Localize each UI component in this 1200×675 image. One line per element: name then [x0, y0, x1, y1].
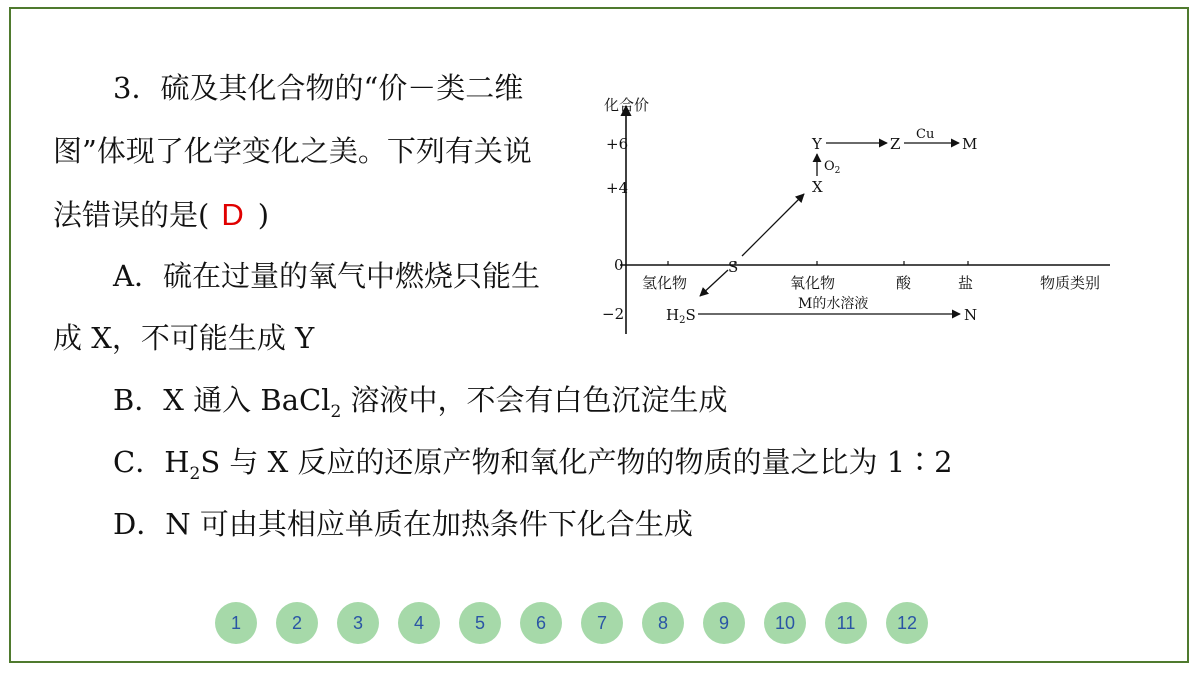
option-c-subscript: 2	[189, 463, 201, 484]
question-line-1	[113, 68, 523, 108]
species-x: X	[812, 178, 823, 196]
question-line-2: 图”体现了化学变化之美。下列有关说	[53, 134, 532, 168]
option-d: D．N 可由其相应单质在加热条件下化合生成	[113, 507, 693, 541]
page-button-4[interactable]: 4	[398, 602, 440, 644]
page-button-2[interactable]: 2	[276, 602, 318, 644]
label-m-solution: M的水溶液	[798, 296, 869, 312]
page-button-9[interactable]: 9	[703, 602, 745, 644]
page-button-1[interactable]: 1	[215, 602, 257, 644]
label-cu: Cu	[916, 127, 935, 142]
category-hydride: 氢化物	[642, 274, 688, 292]
species-z: Z	[890, 135, 901, 153]
y-tick-plus4: +4	[606, 179, 629, 197]
page-button-3[interactable]: 3	[337, 602, 379, 644]
option-b-subscript: 2	[330, 401, 342, 422]
page-button-5[interactable]: 5	[459, 602, 501, 644]
question-stem-3: 法错误的是(	[53, 198, 210, 232]
option-a-line-2: 成 X，不可能生成 Y	[53, 321, 315, 355]
question-stem-1: 硫及其化合物的“价－类二维	[160, 71, 524, 105]
arrow-s-to-h2s	[700, 270, 728, 296]
option-c-suffix: S 与 X 反应的还原产物和氧化产物的物质的量之比为 1∶2	[200, 445, 953, 479]
question-number: 3．	[113, 71, 161, 105]
species-m: M	[962, 135, 978, 153]
species-h2s-sub: 2	[679, 315, 686, 326]
y-tick-minus2: −2	[602, 305, 625, 323]
option-a-line-1: A．硫在过量的氧气中燃烧只能生	[113, 259, 540, 293]
x-axis-label: 物质类别	[1040, 274, 1101, 292]
option-b-prefix: B．X 通入 BaCl	[113, 383, 331, 417]
page-button-6[interactable]: 6	[520, 602, 562, 644]
page-button-12[interactable]: 12	[886, 602, 928, 644]
species-s: S	[728, 258, 739, 276]
page-button-10[interactable]: 10	[764, 602, 806, 644]
page-button-7[interactable]: 7	[581, 602, 623, 644]
species-h2s	[666, 306, 696, 326]
arrow-s-to-x	[742, 194, 804, 256]
y-axis-label: 化合价	[604, 96, 650, 114]
page-navigation	[215, 602, 928, 644]
species-h2s-s: S	[685, 306, 696, 324]
label-o2	[824, 159, 840, 176]
category-acid: 酸	[896, 274, 912, 292]
page-button-11[interactable]: 11	[825, 602, 867, 644]
species-h2s-h: H	[666, 306, 680, 324]
species-n: N	[964, 306, 978, 324]
option-c	[113, 442, 953, 494]
option-b-suffix: 溶液中，不会有白色沉淀生成	[341, 383, 728, 417]
question-line-3	[53, 195, 269, 235]
option-b	[113, 380, 728, 432]
y-tick-plus6: +6	[606, 135, 629, 153]
category-oxide: 氧化物	[790, 274, 836, 292]
option-c-prefix: C．H	[113, 445, 190, 479]
valence-category-diagram	[598, 84, 1118, 339]
species-y: Y	[812, 135, 822, 153]
label-o2-o: O	[824, 159, 835, 174]
y-tick-zero: 0	[614, 256, 624, 274]
answer-text: D	[221, 197, 244, 232]
question-stem-3-end: )	[257, 198, 270, 232]
page-button-8[interactable]: 8	[642, 602, 684, 644]
label-o2-sub: 2	[834, 166, 841, 176]
category-salt: 盐	[958, 274, 974, 292]
